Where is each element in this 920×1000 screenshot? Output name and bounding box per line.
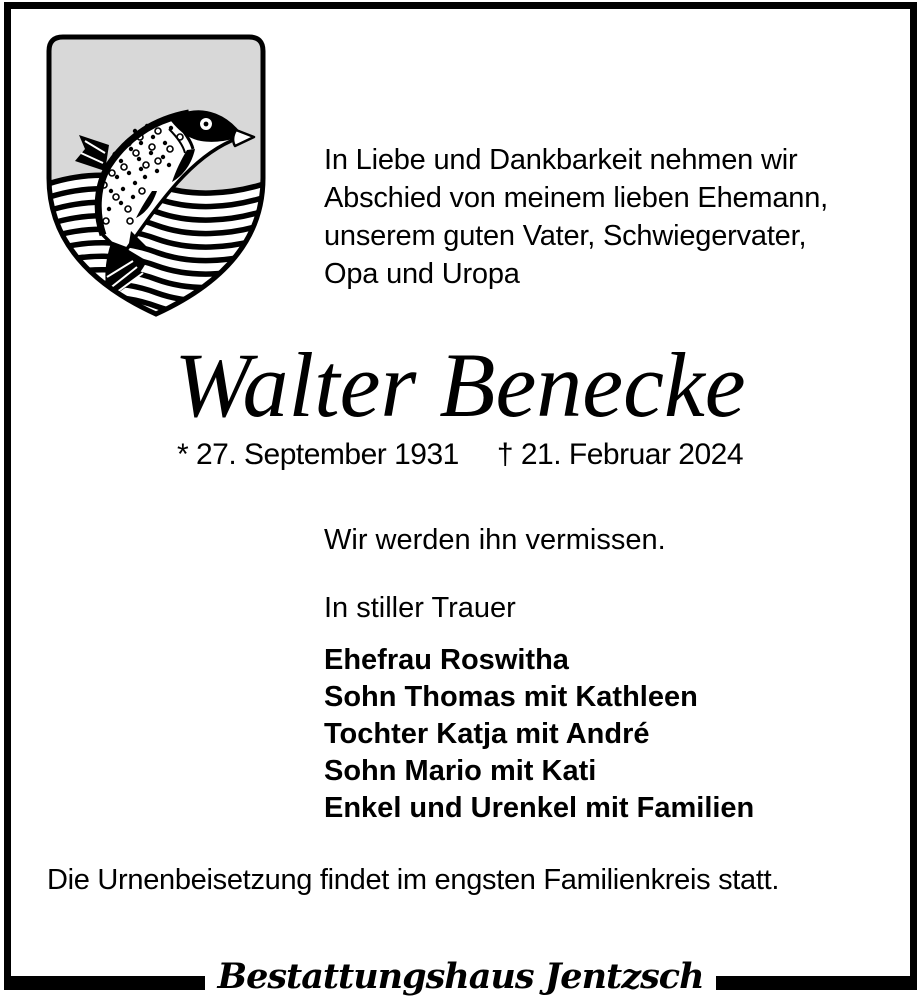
deceased-name: Walter Benecke (174, 334, 746, 436)
banner-left-bar (4, 976, 205, 990)
mourning-intro: In stiller Trauer (324, 592, 516, 624)
birth-date: * 27. September 1931 (176, 438, 459, 471)
funeral-home-banner (4, 955, 917, 997)
mourner-item: Tochter Katja mit André (324, 718, 650, 750)
farewell-line: Wir werden ihn vermissen. (324, 524, 666, 556)
mourners-list (324, 642, 754, 827)
mourner-item: Enkel und Urenkel mit Familien (324, 792, 755, 824)
intro-line: Abschied von meinem lieben Ehemann, (324, 182, 829, 214)
intro-line: unserem guten Vater, Schwiegervater, (324, 220, 807, 252)
death-date: † 21. Februar 2024 (496, 438, 744, 471)
intro-line: Opa und Uropa (324, 258, 520, 290)
mourner-item: Ehefrau Roswitha (324, 644, 569, 676)
mourner-item: Sohn Mario mit Kati (324, 755, 597, 787)
life-dates (0, 437, 920, 473)
funeral-home-name: Bestattungshaus Jentzsch (217, 955, 704, 997)
banner-right-bar (716, 976, 917, 990)
intro-text (324, 141, 828, 293)
leaping-trout-crest-icon (45, 33, 267, 318)
intro-line: In Liebe und Dankbarkeit nehmen wir (324, 144, 798, 176)
mourner-item: Sohn Thomas mit Kathleen (324, 681, 698, 713)
burial-note: Die Urnenbeisetzung findet im engsten Familienkreis statt. (47, 864, 780, 896)
